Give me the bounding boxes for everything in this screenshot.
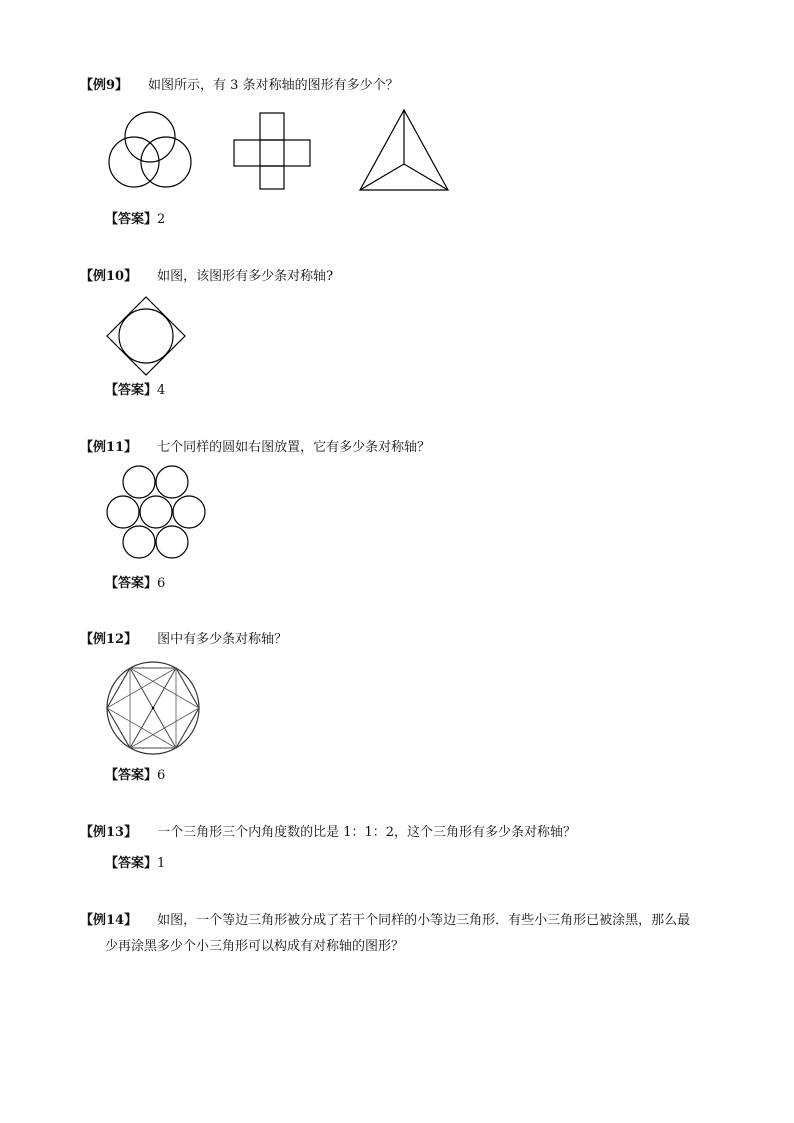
example-10-answer: [105, 381, 165, 401]
answer-tag: 【答案】: [105, 768, 158, 783]
answer-tag: 【答案】: [105, 576, 158, 591]
example-9-question: [80, 76, 399, 96]
example-tag: 【例14】: [80, 913, 138, 928]
example-9-answer: [105, 210, 165, 230]
example-tag: 【例11】: [80, 440, 138, 455]
answer-value: 6: [157, 576, 166, 591]
example-tag: 【例10】: [80, 269, 138, 284]
example-12-answer: [105, 766, 165, 786]
answer-tag: 【答案】: [105, 856, 158, 871]
question-text: 一个三角形三个内角度数的比是 1：1：2，这个三角形有多少条对称轴？: [157, 825, 577, 840]
example-13-question: [80, 823, 576, 843]
answer-tag: 【答案】: [105, 383, 158, 398]
example-11-answer: [105, 574, 165, 594]
example-9-figure-cross: [233, 112, 313, 192]
question-text: 图中有多少条对称轴？: [157, 632, 288, 647]
example-11-question: [80, 438, 430, 458]
question-text: 如图所示，有 3 条对称轴的图形有多少个？: [148, 78, 399, 93]
example-tag: 【例9】: [80, 78, 129, 93]
example-tag: 【例13】: [80, 825, 138, 840]
example-tag: 【例12】: [80, 632, 138, 647]
example-14-question-continued: 少再涂黑多少个小三角形可以构成有对称轴的图形？: [105, 939, 405, 954]
answer-tag: 【答案】: [105, 212, 158, 227]
question-text: 如图，一个等边三角形被分成了若干个同样的小等边三角形．有些小三角形已被涂黑，那么最: [157, 913, 691, 928]
example-12-question: [80, 630, 287, 650]
example-11-figure-seven-circles: [105, 465, 207, 561]
example-13-answer: [105, 854, 165, 874]
example-10-question: [80, 267, 333, 287]
answer-value: 2: [157, 212, 166, 227]
example-9-figure-triangle: [358, 108, 450, 192]
example-14-question: [80, 911, 690, 931]
question-text: 如图，该图形有多少条对称轴?: [157, 269, 334, 284]
answer-value: 1: [157, 856, 166, 871]
example-12-figure-hexagon-in-circle: [105, 660, 201, 756]
example-9-figure-three-circles: [105, 110, 195, 190]
question-text: 七个同样的圆如右图放置，它有多少条对称轴？: [157, 440, 431, 455]
answer-value: 6: [157, 768, 166, 783]
answer-value: 4: [157, 383, 166, 398]
example-10-figure-circle-in-diamond: [106, 296, 186, 376]
